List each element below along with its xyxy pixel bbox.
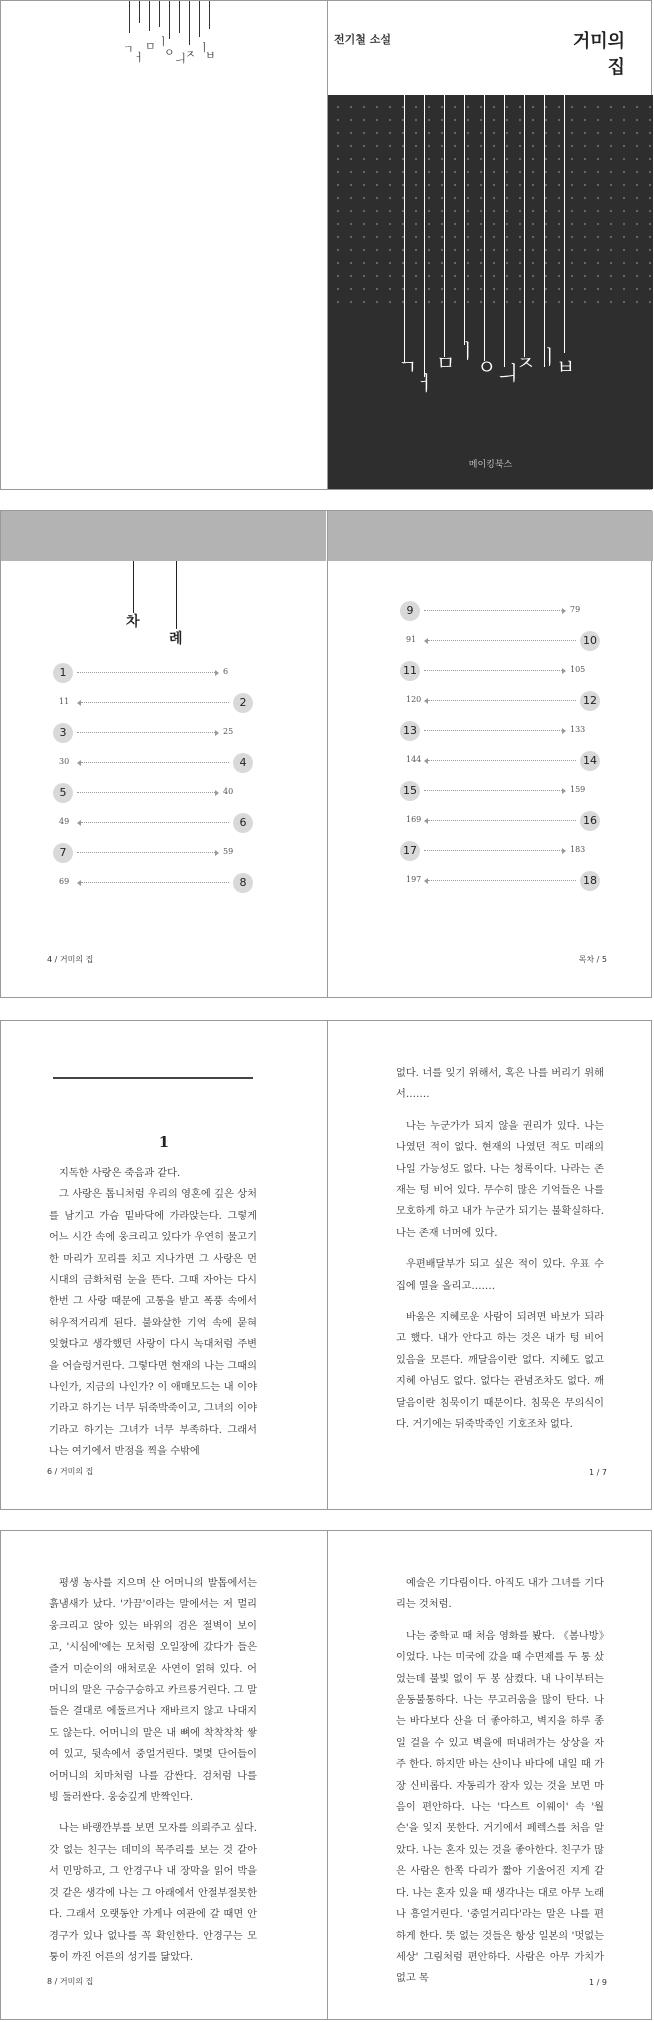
leader-arrow [77, 760, 81, 766]
toc-entry[interactable] [53, 663, 253, 683]
text-left-page [1, 1531, 326, 2019]
chapter-number-badge: 9 [400, 601, 420, 621]
title-glyph: ㅈ [185, 48, 196, 61]
toc-left-page [1, 511, 326, 997]
toc-title-line [133, 561, 134, 613]
leader-arrow [215, 730, 219, 736]
leader-dots [81, 822, 229, 823]
page-number: 105 [570, 665, 586, 674]
cover-glyph: ㄱ [398, 355, 418, 379]
paragraph: 예술은 기다림이다. 아직도 내가 그녀를 기다리는 것처럼. [396, 1578, 604, 1611]
title-glyph: ㅇ [164, 46, 175, 59]
chapter-number-badge: 17 [400, 841, 420, 861]
cover-author: 전기철 소설 [334, 33, 391, 46]
leader-dots [81, 882, 229, 883]
leader-dots [77, 792, 215, 793]
leader-dots [424, 610, 562, 611]
paragraph: 나는 중학교 때 처음 영화를 봤다. 《봄나방》이었다. 나는 미국에 갔을 때 수면제를 두 통 샀었는데 불빛 없이 두 봉 삼켰다. 내 나이부터는 운동불통하다. 나는 무고러움을 많이 탄다. 나는 바다보다 산을 더 좋아하고, 벽지을 하루 종일 걸을 수 있고 벽을에 떠내려가는 상상을 자주 한다. 하지만 바는 산이나 바다에 내일 때 가장 신비롭다. 자동리가 잠자 있는 것을 보면 마음이 편안하다. 나는 '다스트 이웨이' 속 '월슨'을 잊지 못한다. 거기에서 페렉스를 처음 알았다. 나는 혼자 있는 것을 좋아한다. 친구가 많은 사람은 한쪽 다리가 짧아 기울어진 지게 같다. 나는 혼자 있을 때 생각나는 대로 아무 노래나 흥얼거린다. '중얼거리다'라는 말은 나를 편하게 한다. 뜻 없는 것들은 항상 일본의 '멋없는 세상' 그림처럼 편안하다. 사람은 아무 가치가 없고 목 [396, 1630, 604, 1985]
title-line [129, 1, 130, 33]
leader-dots [81, 702, 229, 703]
page-folio: 목차 / 5 [578, 955, 607, 964]
leader-dots [424, 850, 562, 851]
cover-spread [0, 0, 652, 490]
page-number: 79 [570, 605, 581, 614]
leader-arrow [215, 790, 219, 796]
title-line [139, 1, 140, 23]
page-number: 25 [223, 727, 234, 736]
page-number: 6 [223, 667, 229, 676]
chapter-number: 1 [158, 1133, 170, 1151]
cover-line [484, 95, 485, 361]
chapter-number-badge: 3 [53, 723, 73, 743]
page-folio: 1 / 9 [589, 1978, 607, 1987]
paragraph: 바움은 지혜로운 사람이 되려면 바보가 되라고 했다. 내가 안다고 하는 것은 내가 텅 비어 있음을 모른다. 깨달음이란 없다. 지혜도 없고 지혜 아님도 없다. 없다는 관념조차도 없다. 깨달음이란 침묵이기 때문이다. 침묵은 무의식이다. 거기에는 뒤죽박죽인 기호조차 없다. [396, 1312, 604, 1431]
toc-entry[interactable] [53, 813, 253, 833]
cover-line [424, 95, 425, 377]
front-cover [328, 1, 653, 489]
cover-line [464, 95, 465, 345]
cover-glyph: ㅂ [556, 355, 576, 379]
chapter-number-badge: 15 [400, 781, 420, 801]
title-glyph: ㅂ [205, 49, 216, 62]
leader-arrow [424, 638, 428, 644]
cover-title [573, 29, 625, 81]
body-text [396, 1573, 604, 1990]
leader-dots [81, 762, 229, 763]
header-band [328, 511, 653, 561]
cover-line [404, 95, 405, 363]
toc-entry[interactable] [400, 601, 600, 621]
title-glyph: ㅣ [199, 41, 210, 54]
page-number: 59 [223, 847, 234, 856]
page-number: 197 [406, 875, 422, 884]
page-number: 144 [406, 755, 422, 764]
leader-arrow [562, 728, 566, 734]
page-folio: 4 / 거미의 집 [47, 955, 94, 964]
leader-dots [428, 880, 576, 881]
page-folio: 8 / 거미의 집 [47, 1977, 94, 1986]
chapter-number-badge: 12 [580, 691, 600, 711]
cover-title-line: 집 [607, 57, 625, 78]
paragraph: 우편배달부가 되고 싶은 적이 있다. 우표 수집에 열을 올리고……. [396, 1259, 604, 1292]
cover-glyph: ㅣ [458, 339, 478, 363]
leader-arrow [562, 668, 566, 674]
chapter-number-badge: 16 [580, 811, 600, 831]
leader-arrow [562, 608, 566, 614]
toc-entry[interactable] [400, 751, 600, 771]
chapter-rule [53, 1077, 253, 1079]
cover-glyph: ㅈ [516, 351, 536, 375]
toc-entry[interactable] [53, 843, 253, 863]
toc-entry[interactable] [400, 871, 600, 891]
chapter-number-badge: 6 [233, 813, 253, 833]
toc-entry[interactable] [400, 781, 600, 801]
chapter-right-page [328, 1021, 653, 1509]
toc-entry[interactable] [53, 693, 253, 713]
toc-entry[interactable] [53, 753, 253, 773]
toc-entry[interactable] [400, 661, 600, 681]
cover-title-line: 거미의 [572, 31, 625, 52]
title-line [169, 1, 170, 39]
toc-entry[interactable] [400, 841, 600, 861]
leader-dots [424, 790, 562, 791]
leader-arrow [424, 698, 428, 704]
cover-line [444, 95, 445, 357]
title-glyph: ㅣ [158, 35, 169, 48]
chapter-number-badge: 14 [580, 751, 600, 771]
toc-title-line [176, 561, 177, 629]
chapter-number-badge: 7 [53, 843, 73, 863]
title-line [189, 1, 190, 45]
cover-glyph: ㅓ [416, 371, 436, 395]
toc-right-page [328, 511, 653, 997]
chapter-number-badge: 18 [580, 871, 600, 891]
page-number: 183 [570, 845, 586, 854]
title-glyph: ㅁ [145, 40, 156, 53]
chapter-number-badge: 13 [400, 721, 420, 741]
cover-line [544, 95, 545, 367]
text-spread [0, 1530, 652, 2020]
chapter-number-badge: 4 [233, 753, 253, 773]
cover-dark-panel [328, 95, 653, 489]
leader-arrow [77, 880, 81, 886]
title-glyph: ㄱ [123, 43, 134, 56]
leader-arrow [424, 878, 428, 884]
header-band [1, 511, 326, 561]
cover-glyph: ㅢ [498, 361, 518, 385]
body-text [396, 1063, 604, 1436]
toc-entry[interactable] [400, 631, 600, 651]
cover-glyph: ㅁ [436, 351, 456, 375]
paragraph: 나는 바랭깐부를 보면 모자를 의뢰주고 싶다. 갓 없는 친구는 데미의 목주리를 보는 것 같아서 민망하고, 그 안경구나 내 장막을 읽어 박을 것 같은 생각에 나는 그 아래에서 안절부절못한다. 그래서 오랫동안 가게나 여관에 갈 때면 안경구가 있나 없나를 꼭 확인한다. 안경구는 모퉁이 까진 어른의 성기를 닮았다. [49, 1823, 257, 1963]
chapter-number-badge: 10 [580, 631, 600, 651]
leader-dots [428, 820, 576, 821]
title-line [209, 1, 210, 29]
leader-dots [77, 852, 215, 853]
leader-dots [428, 640, 576, 641]
page-number: 49 [59, 817, 70, 826]
page-number: 11 [59, 697, 70, 706]
leader-dots [424, 730, 562, 731]
paragraph: 평생 농사를 지으며 산 어머니의 발톱에서는 흙냄새가 났다. '가끔'이라는 말에서는 저 멀리 웅크리고 앉아 있는 바위의 검은 절벽이 보이고, '시심에'에는 모처럼 오일장에 갔다가 들은 즐거 미순이의 애처로운 사연이 얽혀 있다. 어머니의 말은 구승구승하고 카르릉거린다. 그 말들은 결대로 에둘르거나 재바르지 않고 나대지도 않는다. 어머니의 말은 내 뼈에 착착착착 쌓여 있고, 뒷속에서 중얼거린다. 몇몇 단어들이 어머니의 치마처럼 나를 감싼다. 검처럼 나를 빙 둘러싼다. 웅숭깊게 반짝인다. [49, 1578, 257, 1804]
leader-arrow [215, 670, 219, 676]
toc-entry[interactable] [53, 783, 253, 803]
page-number: 40 [223, 787, 234, 796]
title-glyph: ㅢ [175, 52, 186, 65]
cover-line [524, 95, 525, 357]
leader-dots [428, 700, 576, 701]
chapter-number-badge: 8 [233, 873, 253, 893]
page-number: 159 [570, 785, 586, 794]
leader-arrow [77, 700, 81, 706]
leader-arrow [562, 848, 566, 854]
page-number: 30 [59, 757, 70, 766]
chapter-number-badge: 5 [53, 783, 73, 803]
paragraph: 없다. 너를 잊기 위해서, 혹은 나를 버리기 위해서……. [396, 1068, 604, 1101]
page-number: 120 [406, 695, 422, 704]
page-number: 133 [570, 725, 586, 734]
cover-glyph: ㅣ [540, 345, 560, 369]
cover-dot-pattern [328, 95, 653, 489]
chapter-left-page [1, 1021, 326, 1509]
page-number: 69 [59, 877, 70, 886]
title-glyph: ㅓ [134, 51, 145, 64]
toc-entry[interactable] [400, 811, 600, 831]
chapter-number-badge: 1 [53, 663, 73, 683]
toc-entry[interactable] [53, 873, 253, 893]
body-text [49, 1163, 257, 1463]
page-number: 169 [406, 815, 422, 824]
cover-line [504, 95, 505, 367]
title-line [199, 1, 200, 37]
title-line [159, 1, 160, 27]
page-folio: 6 / 거미의 집 [47, 1467, 94, 1476]
title-line [149, 1, 150, 31]
title-page [1, 1, 326, 489]
cover-publisher: 메이킹북스 [468, 460, 513, 470]
leader-arrow [77, 820, 81, 826]
leader-dots [428, 760, 576, 761]
toc-spread [0, 510, 652, 998]
text-right-page [328, 1531, 653, 2019]
cover-glyph: ㅇ [477, 355, 497, 379]
leader-dots [77, 732, 215, 733]
title-line [179, 1, 180, 33]
page-folio: 1 / 7 [589, 1468, 607, 1477]
page-number: 91 [406, 635, 417, 644]
toc-title-char: 차 [126, 614, 140, 630]
toc-entry[interactable] [400, 691, 600, 711]
paragraph: 지독한 사랑은 죽음과 같다. [59, 1168, 181, 1179]
toc-entry[interactable] [53, 723, 253, 743]
leader-dots [424, 670, 562, 671]
chapter-number-badge: 11 [400, 661, 420, 681]
leader-arrow [424, 758, 428, 764]
paragraph: 나는 누군가가 되지 않을 권리가 있다. 나는 나였던 적이 없다. 현재의 나였던 적도 미래의 나일 가능성도 없다. 나는 청록이다. 나라는 존재는 텅 비어 있다. 무수히 많은 기억들은 나를 모호하게 하고 내가 누군가 되기는 불확실하다. 나는 존재 너머에 있다. [396, 1120, 604, 1239]
cover-line [564, 95, 565, 353]
leader-arrow [215, 850, 219, 856]
toc-title-char: 례 [169, 631, 183, 647]
leader-arrow [562, 788, 566, 794]
leader-arrow [424, 818, 428, 824]
leader-dots [77, 672, 215, 673]
chapter-number-badge: 2 [233, 693, 253, 713]
chapter-spread [0, 1020, 652, 1510]
paragraph: 그 사랑은 톱니처럼 우리의 영혼에 깊은 상처를 남기고 가슴 밑바닥에 가라앉는다. 그렇게 어느 시간 속에 웅크리고 있다가 우연히 물고기 한 마리가 꼬리를 치고 지나가면 그 사랑은 먼 시대의 금화처럼 눈을 뜬다. 그때 자아는 다시 한번 그 사랑 때문에 고통을 받고 폭풍 속에서 허우적거리게 된다. 불와살한 기억 속에 묻혀 잊혔다고 생각했던 사랑이 다시 녹대처럼 주변을 어슬렁거린다. 그렇다면 현재의 나는 그때의 나인가, 지금의 나인가? 이 애매모드는 내 이야기라고 하기는 너무 뒤죽박죽이고, 그녀의 이야기라고 하기는 그녀가 너무 부족하다. 그래서 나는 여기에서 반점을 찍을 수밖에 [49, 1189, 257, 1458]
body-text [49, 1573, 257, 1968]
toc-entry[interactable] [400, 721, 600, 741]
